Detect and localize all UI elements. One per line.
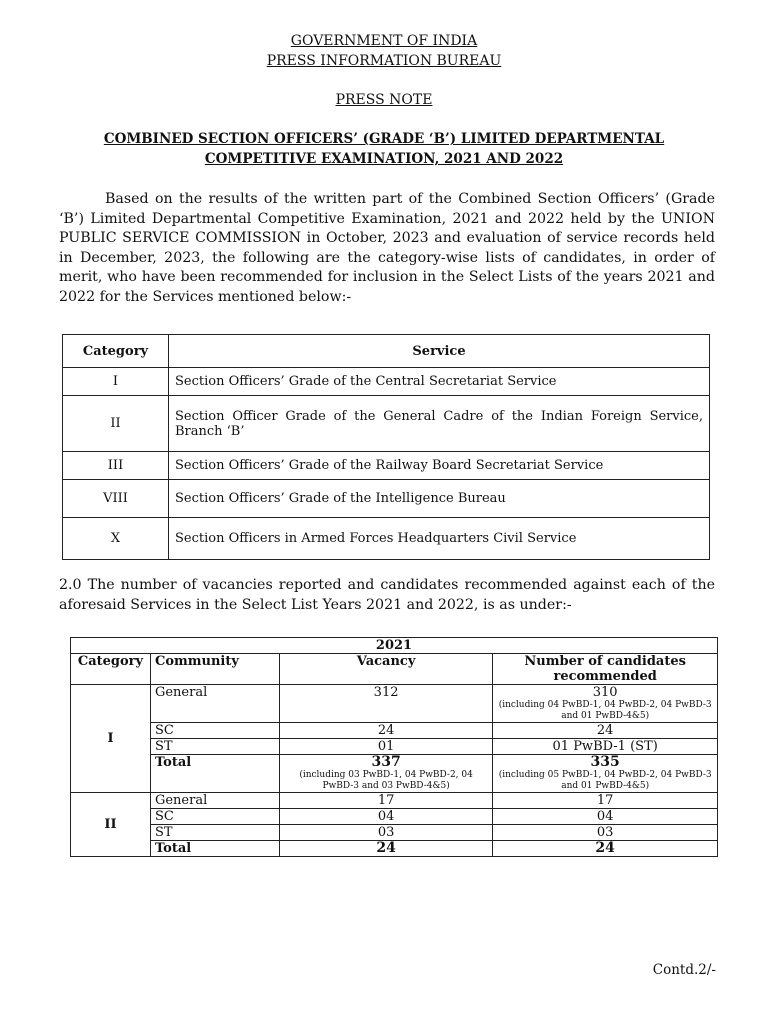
recommended-cell xyxy=(493,685,718,723)
table-row xyxy=(63,396,710,452)
recommended-note: (including 05 PwBD-1, 04 PwBD-2, 04 PwBD-3 and 01 PwBD-4&5) xyxy=(498,770,712,791)
community-cell: General xyxy=(150,793,279,809)
vacancy-cell: 312 xyxy=(279,685,493,723)
total-row xyxy=(71,841,718,857)
vacancy-table-header xyxy=(71,654,718,685)
table-row xyxy=(63,452,710,480)
recommended-cell: 17 xyxy=(493,793,718,809)
continued-marker: Contd.2/- xyxy=(652,962,716,978)
category-cell: II xyxy=(63,396,169,452)
recommended-cell: 04 xyxy=(493,809,718,825)
community-cell: Total xyxy=(150,755,279,793)
category-cell: VIII xyxy=(63,480,169,518)
recommended-total: 335 xyxy=(590,754,620,770)
intro-paragraph: Based on the results of the written part of the Combined Section Officers’ (Grade ‘B’) Limited Departmental Competitive Examination, 2021 and 2022 held by the UNION PUBLIC SERVICE COMMISSION in October, 2023 and evaluation of service records held in December, 2023, the following are the category-wise lists of candidates, in order of merit, who have been recommended for inclusion in the Select Lists of the years 2021 and 2022 for the Services mentioned below:- xyxy=(59,191,715,305)
recommended-cell: 24 xyxy=(493,841,718,857)
table-row xyxy=(71,723,718,739)
community-cell: ST xyxy=(150,825,279,841)
category-cell: I xyxy=(63,368,169,396)
service-cell: Section Officers’ Grade of the Intelligence Bureau xyxy=(169,480,710,518)
vacancy-cell: 24 xyxy=(279,723,493,739)
recommended-cell: 01 PwBD-1 (ST) xyxy=(493,739,718,755)
header-category: Category xyxy=(71,654,151,685)
header-vacancy: Vacancy xyxy=(279,654,493,685)
table-row xyxy=(71,793,718,809)
document-title-line-1: COMBINED SECTION OFFICERS’ (GRADE ‘B’) LIMITED DEPARTMENTAL xyxy=(103,131,665,147)
service-cell: Section Officers’ Grade of the Central Secretariat Service xyxy=(169,368,710,396)
category-cell: II xyxy=(71,793,151,857)
year-header: 2021 xyxy=(71,638,718,654)
press-note-label: PRESS NOTE xyxy=(335,92,433,108)
service-cell: Section Officers in Armed Forces Headquarters Civil Service xyxy=(169,518,710,560)
recommended-value: 310 xyxy=(592,685,618,700)
recommended-note: (including 04 PwBD-1, 04 PwBD-2, 04 PwBD-3 and 01 PwBD-4&5) xyxy=(498,700,712,721)
header-bureau: PRESS INFORMATION BUREAU xyxy=(266,53,502,69)
header-category: Category xyxy=(63,335,169,368)
vacancy-total: 337 xyxy=(371,754,401,770)
table-row xyxy=(63,368,710,396)
vacancy-cell xyxy=(279,755,493,793)
total-row xyxy=(71,755,718,793)
community-cell: ST xyxy=(150,739,279,755)
header-community: Community xyxy=(150,654,279,685)
services-table xyxy=(62,334,710,560)
header-service: Service xyxy=(169,335,710,368)
service-cell: Section Officers’ Grade of the Railway Board Secretariat Service xyxy=(169,452,710,480)
recommended-cell: 03 xyxy=(493,825,718,841)
recommended-cell xyxy=(493,755,718,793)
table-row xyxy=(71,825,718,841)
community-cell: General xyxy=(150,685,279,723)
category-cell: X xyxy=(63,518,169,560)
header-government: GOVERNMENT OF INDIA xyxy=(290,33,478,49)
vacancy-cell: 03 xyxy=(279,825,493,841)
table-row xyxy=(71,685,718,723)
vacancy-cell: 04 xyxy=(279,809,493,825)
vacancy-table xyxy=(70,637,718,857)
table-row xyxy=(63,480,710,518)
table-row xyxy=(71,809,718,825)
recommended-cell: 24 xyxy=(493,723,718,739)
category-cell: III xyxy=(63,452,169,480)
vacancy-note: (including 03 PwBD-1, 04 PwBD-2, 04 PwBD-3 and 03 PwBD-4&5) xyxy=(299,770,473,791)
vacancy-cell: 01 xyxy=(279,739,493,755)
services-table-header xyxy=(63,335,710,368)
vacancy-paragraph: 2.0 The number of vacancies reported and candidates recommended against each of the aforesaid Services in the Select List Years 2021 and 2022, is as under:- xyxy=(59,577,715,613)
service-cell: Section Officer Grade of the General Cadre of the Indian Foreign Service, Branch ‘B’ xyxy=(169,396,710,452)
vacancy-cell: 17 xyxy=(279,793,493,809)
community-cell: Total xyxy=(150,841,279,857)
header-recommended: Number of candidates recommended xyxy=(493,654,718,685)
community-cell: SC xyxy=(150,723,279,739)
document-title-line-2: COMPETITIVE EXAMINATION, 2021 AND 2022 xyxy=(204,151,564,167)
year-row xyxy=(71,638,718,654)
table-row xyxy=(63,518,710,560)
table-row xyxy=(71,739,718,755)
vacancy-cell: 24 xyxy=(279,841,493,857)
community-cell: SC xyxy=(150,809,279,825)
category-cell: I xyxy=(71,685,151,793)
